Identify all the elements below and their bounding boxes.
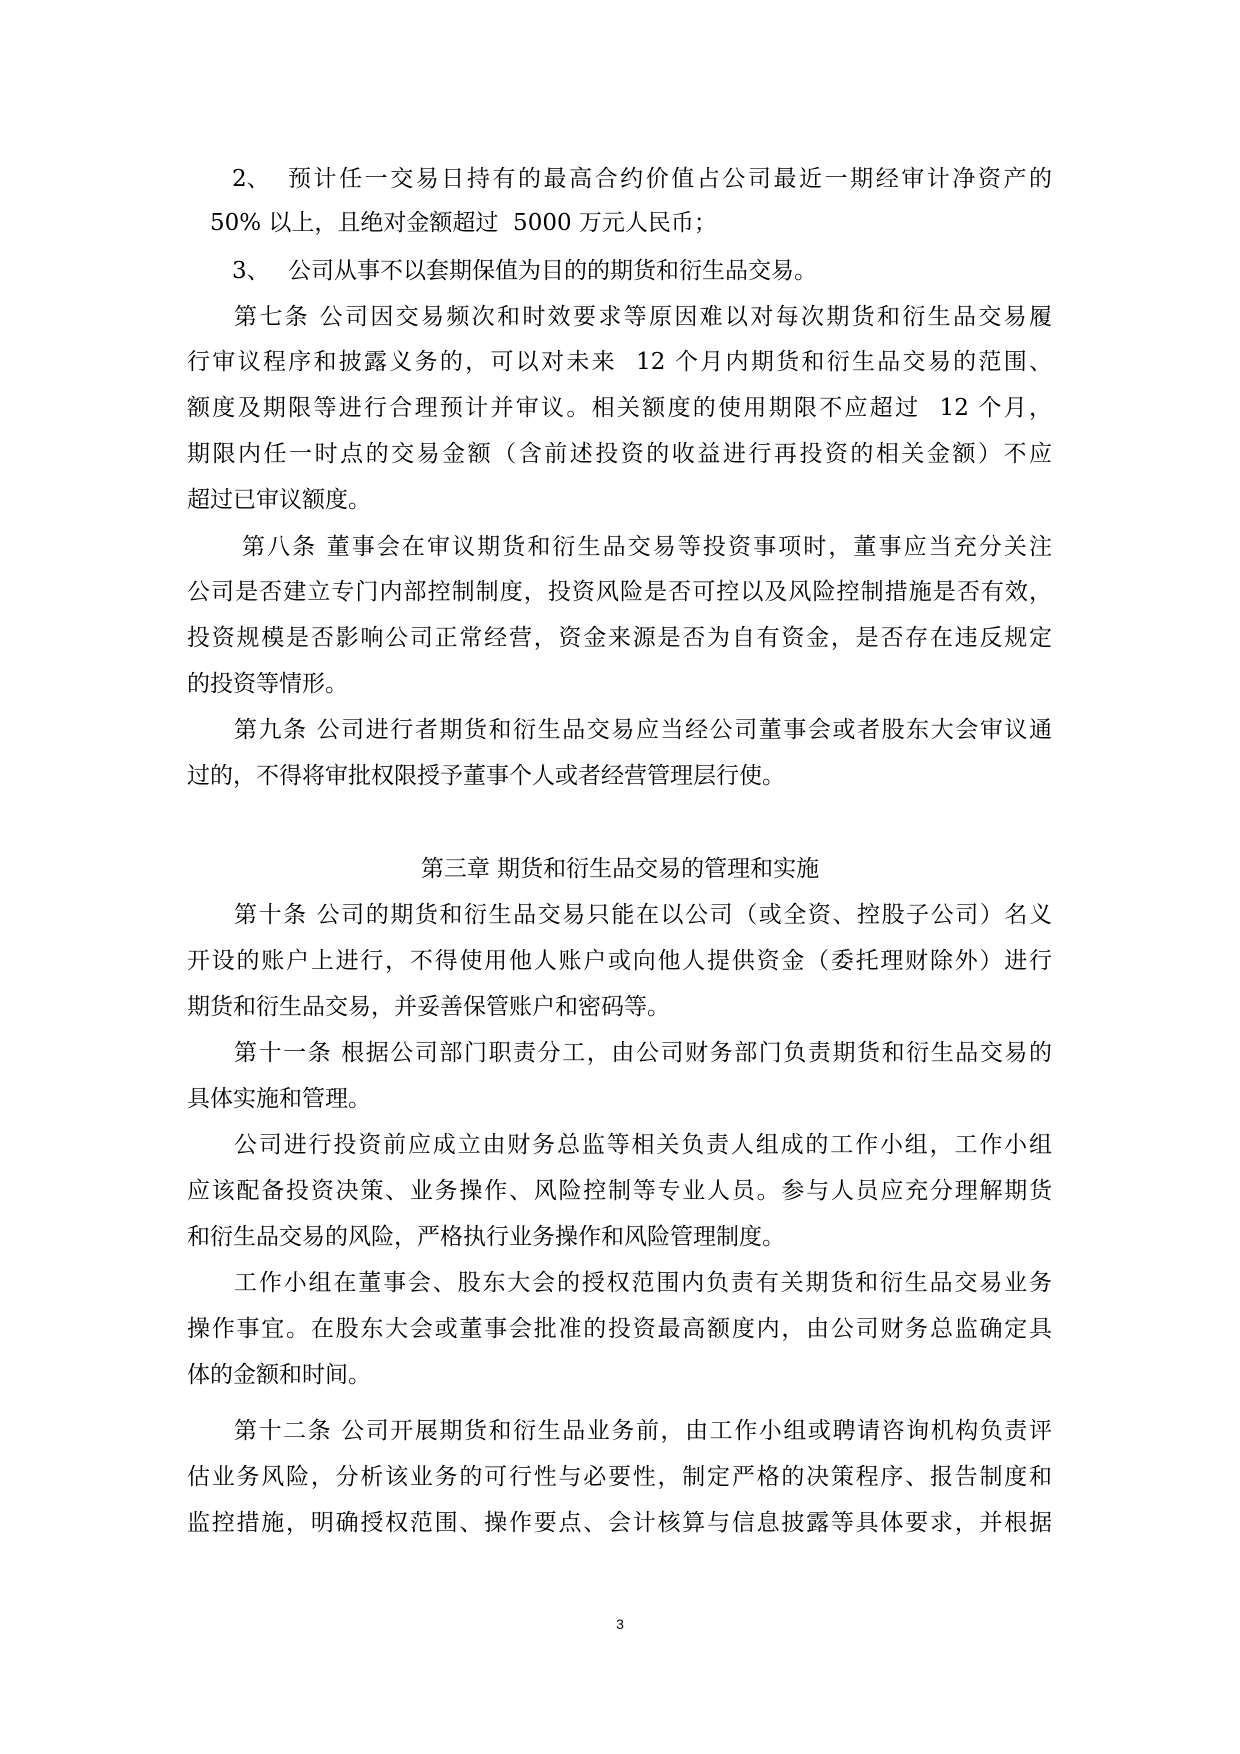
paragraph-line: 行审议程序和披露义务的，可以对未来 12 个月内期货和衍生品交易的范围、 <box>187 349 1052 375</box>
paragraph-line: 第十一条 根据公司部门职责分工，由公司财务部门负责期货和衍生品交易的 <box>234 1040 1052 1066</box>
list-item-line: 预计任一交易日持有的最高合约价值占公司最近一期经审计净资产的 <box>288 166 1052 192</box>
page-number: 3 <box>616 1616 624 1632</box>
paragraph-line: 的投资等情形。 <box>187 671 348 697</box>
paragraph-line: 体的金额和时间。 <box>187 1362 371 1388</box>
paragraph-line: 公司进行投资前应成立由财务总监等相关负责人组成的工作小组，工作小组 <box>234 1132 1052 1158</box>
paragraph-line: 过的，不得将审批权限授予董事个人或者经营管理层行使。 <box>187 763 785 789</box>
chapter-heading: 第三章 期货和衍生品交易的管理和实施 <box>420 856 820 882</box>
paragraph-line: 公司是否建立专门内部控制制度，投资风险是否可控以及风险控制措施是否有效， <box>187 579 1052 605</box>
paragraph-line: 投资规模是否影响公司正常经营，资金来源是否为自有资金，是否存在违反规定 <box>187 625 1052 651</box>
list-item-line: 公司从事不以套期保值为目的的期货和衍生品交易。 <box>288 258 817 284</box>
paragraph-line: 期限内任一时点的交易金额（含前述投资的收益进行再投资的相关金额）不应 <box>187 441 1052 467</box>
paragraph-line: 第十条 公司的期货和衍生品交易只能在以公司（或全资、控股子公司）名义 <box>234 902 1052 928</box>
paragraph-line: 第九条 公司进行者期货和衍生品交易应当经公司董事会或者股东大会审议通 <box>234 717 1052 743</box>
paragraph-line: 具体实施和管理。 <box>187 1086 371 1112</box>
paragraph-line: 和衍生品交易的风险，严格执行业务操作和风险管理制度。 <box>187 1224 785 1250</box>
list-item-marker: 2、 <box>232 166 270 192</box>
paragraph-line: 应该配备投资决策、业务操作、风险控制等专业人员。参与人员应充分理解期货 <box>187 1178 1052 1204</box>
paragraph-line: 第十二条 公司开展期货和衍生品业务前，由工作小组或聘请咨询机构负责评 <box>234 1418 1052 1444</box>
paragraph-line: 期货和衍生品交易，并妥善保管账户和密码等。 <box>187 994 670 1020</box>
list-item-marker: 3、 <box>232 258 270 284</box>
list-item-line: 50% 以上，且绝对金额超过 5000 万元人民币； <box>210 210 717 236</box>
paragraph-line: 超过已审议额度。 <box>187 487 371 513</box>
paragraph-line: 第七条 公司因交易频次和时效要求等原因难以对每次期货和衍生品交易履 <box>234 304 1052 330</box>
paragraph-line: 额度及期限等进行合理预计并审议。相关额度的使用期限不应超过 12 个月， <box>187 395 1052 421</box>
paragraph-line: 工作小组在董事会、股东大会的授权范围内负责有关期货和衍生品交易业务 <box>234 1270 1052 1296</box>
paragraph-line: 开设的账户上进行，不得使用他人账户或向他人提供资金（委托理财除外）进行 <box>187 948 1052 974</box>
paragraph-line: 第八条 董事会在审议期货和衍生品交易等投资事项时，董事应当充分关注 <box>242 534 1052 560</box>
paragraph-line: 操作事宜。在股东大会或董事会批准的投资最高额度内，由公司财务总监确定具 <box>187 1316 1052 1342</box>
paragraph-line: 估业务风险，分析该业务的可行性与必要性，制定严格的决策程序、报告制度和 <box>187 1464 1052 1490</box>
paragraph-line: 监控措施，明确授权范围、操作要点、会计核算与信息披露等具体要求，并根据 <box>187 1510 1052 1536</box>
